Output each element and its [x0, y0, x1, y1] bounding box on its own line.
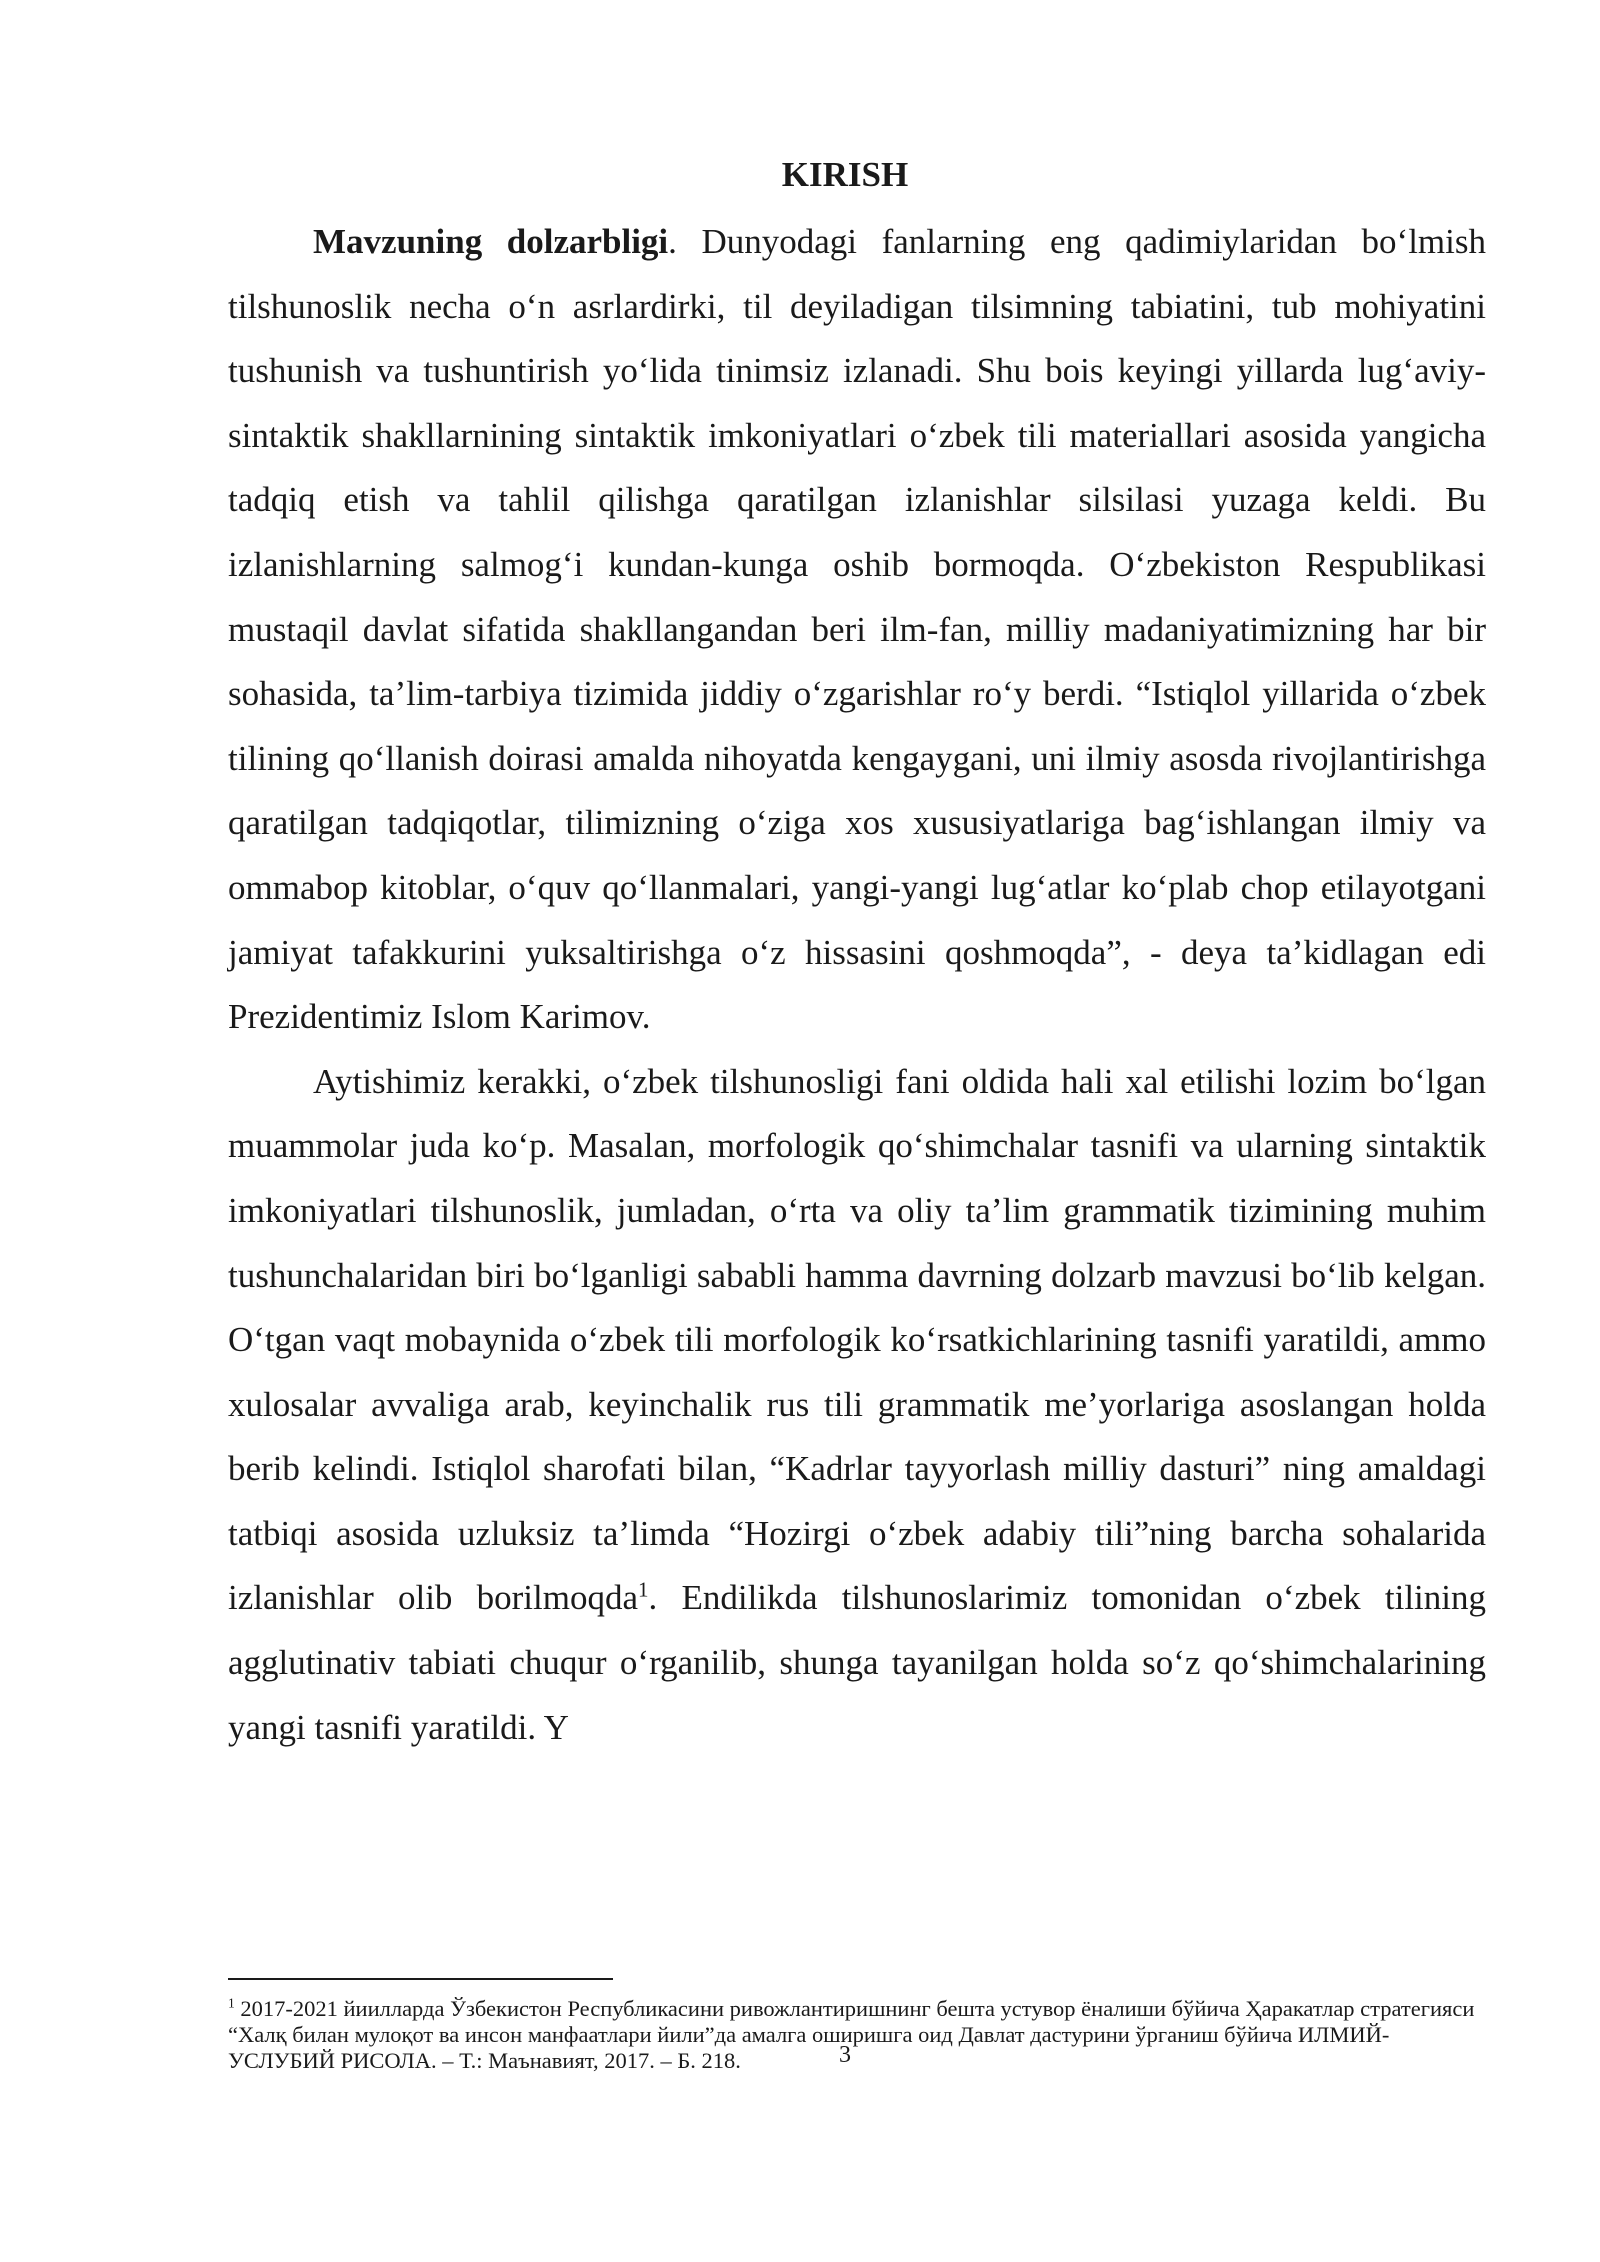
section-heading: KIRISH [781, 155, 909, 194]
footnote-separator [228, 1978, 613, 1980]
paragraph-text: . Endilikda tilshunoslarimiz tomonidan o‘zbek tilining agglutinativ tabiati chuqur o‘rganilib, shunga tayanilgan holda so‘z qo‘shimchalarining yangi tasnifi yaratildi. Y [228, 1578, 1486, 1747]
paragraph-text: Aytishimiz kerakki, o‘zbek tilshunosligi fani oldida hali xal etilishi lozim bo‘lgan muammolar juda ko‘p. Masalan, morfologik qo‘shimchalar tasnifi va ularning sintaktik imkoniyatlari tilshunoslik, jumladan, o‘rta va oliy ta’lim grammatik tizimining muhim tushunchalaridan biri bo‘lganligi sababli hamma davrning dolzarb mavzusi bo‘lib kelgan. O‘tgan vaqt mobaynida o‘zbek tili morfologik ko‘rsatkichlarining tasnifi yaratildi, ammo xulosalar avvaliga arab, keyinchalik rus tili grammatik me’yorlariga asoslangan holda berib kelindi. Istiqlol sharofati bilan, “Kadrlar tayyorlash milliy dasturi” ning amaldagi tatbiqi asosida uzluksiz ta’limda “Hozirgi o‘zbek adabiy tili”ning barcha sohalarida izlanishlar olib borilmoqda [228, 1061, 1486, 1618]
paragraph-lead: Mavzuning dolzarbligi [313, 222, 669, 261]
footnote-text: 2017-2021 йиилларда Ўзбекистон Республикасини ривожлантиришнинг бешта устувор ёналиши бўйича Ҳаракатлар стратегияси “Халқ билан мулоқот ва инсон манфаатлари йили”да амалга оширишга оид Давлат дастурини ўрганиш бўйича ИЛМИЙ-УСЛУБИЙ РИСОЛА. – Т.: Маънавият, 2017. – Б. 218. [228, 1996, 1475, 2073]
paragraph-problems [228, 1050, 1486, 1761]
footnote-marker: 1 [228, 1995, 235, 2011]
paragraph-text: . Dunyodagi fanlarning eng qadimiylaridan bo‘lmish tilshunoslik necha o‘n asrlardirki, til deyiladigan tilsimning tabiatini, tub mohiyatini tushunish va tushuntirish yo‘lida tinimsiz izlanadi. Shu bois keyingi yillarda lug‘aviy-sintaktik shakllarnining sintaktik imkoniyatlari o‘zbek tili materiallari asosida yangicha tadqiq etish va tahlil qilishga qaratilgan izlanishlar silsilasi yuzaga keldi. Bu izlanishlarning salmog‘i kundan-kunga oshib bormoqda. O‘zbekiston Respublikasi mustaqil davlat sifatida shakllangandan beri ilm-fan, milliy madaniyatimizning har bir sohasida, ta’lim-tarbiya tizimida jiddiy o‘zgarishlar ro‘y berdi. “Istiqlol yillarida o‘zbek tilining qo‘llanish doirasi amalda nihoyatda kengaygani, uni ilmiy asosda rivojlantirishga qaratilgan tadqiqotlar, tilimizning o‘ziga xos xususiyatlariga bag‘ishlangan ilmiy va ommabop kitoblar, o‘quv qo‘llanmalari, yangi-yangi lug‘atlar ko‘plab chop etilayotgani jamiyat tafakkurini yuksaltirishga o‘z hissasini qoshmoqda”, - deya ta’kidlagan edi Prezidentimiz Islom Karimov. [228, 222, 1486, 1037]
body-text [228, 210, 1486, 1760]
paragraph-relevance [228, 210, 1486, 1050]
footnote-reference[interactable]: 1 [638, 1577, 649, 1602]
page-number: 3 [839, 2042, 851, 2068]
